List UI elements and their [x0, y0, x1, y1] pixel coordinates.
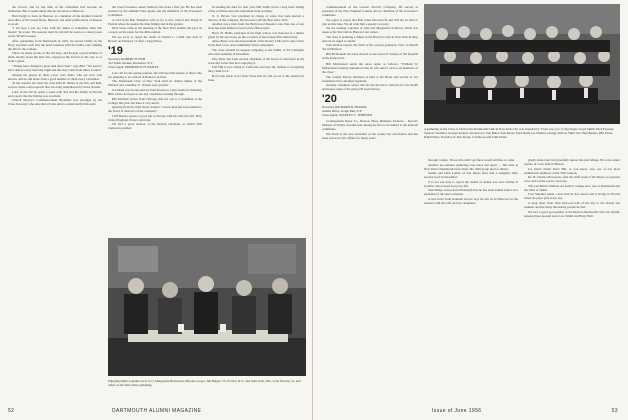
paragraph: A long letter from John McLeod tells of his trip to the Orient last summer and the many interesting people he met.	[524, 200, 620, 209]
left-page-number: 52	[8, 408, 15, 414]
paragraph: Dick Sears came to the meeting of the New York alumni and gave us a report on the plans for the 40th reunion.	[108, 26, 202, 35]
right-page	[314, 0, 628, 420]
left-page	[0, 0, 313, 420]
paragraph: We regret to report that Bob Jones has been ill and will not be able to join us this June. We all wish him a speedy recovery.	[322, 17, 418, 26]
group-photo	[424, 4, 620, 124]
paragraph: "I am sure I was too busy with my duties to remember what that meant," he wrote. The seasons went by and still he went on a dozen years as the Tavern's keeper.	[8, 26, 102, 39]
class-year: '19	[108, 44, 123, 57]
paragraph: Quoting from the Wall Street Journal: "A new man has been named to the board of directors of the company."	[108, 105, 202, 114]
right-column-1	[322, 5, 418, 405]
paragraph: Jeanne and Dick Larkin of San Diego have had a daughter, their second, born in December.	[424, 171, 518, 180]
paragraph: The Dartmouth Club of New York held its annual dinner at the Waldorf and a number of '19 men were present.	[108, 79, 202, 88]
paragraph: commencement of the Greater Electric Company. He served as president of the New England Council and as chairman of the Governor's committee.	[322, 5, 418, 17]
paragraph: In sending his dues for next year, Bill Smith wrote a long letter telling of his activities since his retirement from teaching.	[208, 5, 304, 13]
paragraph: Bob Lusk sends word from Texas that he will see us at the reunion in June.	[208, 73, 304, 82]
paragraph: Dr. H. Charles McGowan, after the sixth week of his illness, is reported to be well on the road to recovery.	[524, 175, 620, 184]
paragraph: Another classmate writes that he has moved to Arizona for his health and hopes some of the gang will look him up.	[322, 83, 418, 92]
right-column-3	[524, 158, 620, 406]
right-column-2	[424, 158, 518, 406]
paragraph: Sam Phelps writes from Pittsburgh that he has been named senior vice president of the steel company.	[424, 188, 518, 197]
paragraph: through college. Those who didn't get there would still like to come.	[428, 158, 516, 162]
paragraph: The weekly Rotary luncheon is held at the Hotel and several of our classmates have attended regularly.	[322, 74, 418, 83]
paragraph: Church Mowry's Commencement Breakfast was arranged by the Class Secretary who asks that all who plan to attend notify him early.	[8, 98, 102, 107]
paragraph: Another pre-reunion gathering took place last April — this time at New York's Dartmouth Club where the 1920 group met for dinner.	[424, 162, 518, 171]
paragraph: Earl Hill is now living in California and says the climate is everything they claim for it.	[208, 65, 304, 74]
class-1920-heading	[322, 94, 418, 117]
paragraph: We had a good turnout at the Boston luncheon, at which Don Cameron presided.	[108, 122, 202, 131]
left-folio-title: DARTMOUTH ALUMNI MAGAZINE	[112, 408, 202, 414]
class-secretary: Secretary, RICHARD H. FRASER	[322, 105, 367, 110]
class-agent: Class Agent, FREDERICK H. BAILEY	[108, 64, 159, 69]
paragraph: N. C. Bryan, vice president in charge of sales, has been elected a director of the company. He has been with the firm since 1925.	[208, 13, 304, 22]
paragraph: Later in the fall he spent a week with Ted and his family in Florida and reports that the fishing was excellent.	[8, 89, 102, 98]
paragraph: Harry H. Hollis, principal of the high school, was honored at a dinner given by his associates on the occasion of his twenty-fifth anniversary.	[208, 30, 304, 39]
class-1919-heading	[108, 46, 202, 69]
paragraph: Tom Denton reports the birth of his second grandson, born on March 3rd in Hartford.	[322, 43, 418, 52]
class-secretary: Secretary, ROBERT H. FISH	[108, 56, 146, 61]
paragraph: We are sorry to report the death of Charles L. Cahill who died in Boston on February 12 after a long illness.	[108, 34, 202, 43]
left-column-3	[208, 5, 304, 233]
paragraph: At the reunion last June the class held its dinner at the Inn, and Bud, as host, made a short speech that was long remembered by those present.	[8, 81, 102, 90]
paragraph: Joe Dunn says he has moved from Boston to a new home in Wellesley Hills where he hopes to see any classmates passing through.	[108, 87, 202, 96]
right-folio-title: Issue of June 1956	[432, 408, 482, 414]
paragraph: Bill McDonnell has been elected to the board of trustees of the hospital in his home town.	[322, 51, 418, 60]
left-column-1	[8, 5, 102, 405]
paragraph: Cliff Barnes reports a good trip to Europe with his wife last fall. They visited England, France and Italy.	[108, 113, 202, 122]
paragraph: Cosmopolitan Paper Co., Boston, Mass. Business Features – Special: Morgan of Trinity, Sweden was among the first to be named to the national committee.	[322, 119, 418, 132]
paragraph: The Larchmont children are both in college now, one at Dartmouth and the other at Smith.	[524, 183, 620, 192]
paragraph: Amos Boice was elected president of the Rotary Club and is also active in the Red Cross and Community Chest campaigns.	[208, 39, 304, 48]
paragraph: There are many stories of the old days, and he kept a good number of them, mostly about the men who stopped at the Tavern on the way to or from a game.	[8, 51, 102, 64]
right-page-number: 53	[611, 408, 618, 414]
paragraph: It is our sad duty to report the deaths of Arthur Lee and Charles P. Gardner who passed away last fall.	[424, 179, 518, 188]
paragraph: the Class Treasurer, Ansel Sanborn, has done a fine job. He has been assisted by the Alumni Fund agents and the members of the Executive Committee.	[108, 5, 202, 17]
class-year: '20	[322, 93, 337, 106]
paragraph: Bill McDonnell sends the news again as follows: "William W. McDonnell formerly announced that he will send a card to all members of the class."	[322, 61, 418, 74]
paragraph: After graduating from Dartmouth in 1919, he served briefly in the Navy and then went into the hotel business with his father, later running the inn for the College.	[8, 38, 102, 51]
paragraph: Fred Smolker sends a note that he has retired and is living in Florida where he plays golf every day.	[524, 192, 620, 201]
paragraph: Joe Dart's North Pole! Bill, as you know, was one of our most enthusiastic members at the 35th reunion.	[524, 166, 620, 175]
paragraph: The class extends its deepest sympathy to the family of Ed Gallagher who died suddenly in December.	[208, 47, 304, 56]
paragraph: Bud Sturgis is back in Hanover as a member of the Alumni Council and editor of the Green Book, Hanover and other publications of interest to us all.	[8, 13, 102, 26]
class-address: Adams Drive, Lodge Run, N.Y.	[322, 109, 363, 114]
paragraph: Jim Pettit is the new president of the county bar association and has been active in civic affairs for many years.	[322, 131, 418, 140]
paragraph: Last call for the spring reunion. We still need the names of those who are planning to be with us in Hanover in June.	[108, 70, 202, 79]
paragraph: We are sending a picture of John and Marguerite Pomeroy which was taken at the Ski Club in Hanover last winter.	[322, 26, 418, 35]
dinner-photo-caption: Enjoying dinner together are (l to r): Marguerite Brunswick, Brooks Cooper, Jim Burges '19 of Utica, N.Y., and John Scott, Mrs. Leon Stevens, Jr., and others at the mid-winter gathering.	[108, 379, 301, 387]
group-photo-caption: A gathering of the Class of 1920 at the Dartmouth Club in New York City was attended by: Front row (l to r): Sig Sigler, Lloyd Smith, Dick Pearson, Spencer Stoddard, George Sackett, Second row: Pop Baird, Ken Davis, Nord Nash, Let Willard, George Wilson, Third row: Ben Barnes, Phil Watts, Ralph Shaw, Fourth row: Roy Kreps, Carl Rowe and John Tuttle.	[424, 127, 615, 139]
paragraph: Among the guests in those years were many who are now well known, and he still hears from a good number of them every Christmas.	[8, 72, 102, 81]
paragraph: Pete Shaw has been elected chairman of the board of education in his town and writes that he is enjoying it.	[208, 56, 304, 65]
paragraph: We had a good get-together at the Boston Dartmouth Club last month. Among those present were Lew Smith and Harry Ball.	[524, 209, 620, 218]
class-agent: Class Agent, STANLEY C. JEPPESEN	[322, 113, 373, 118]
class-address: 312 North Avenue, Rochester, N.Y.	[108, 60, 153, 65]
paragraph: A card from Bob Hodgdon tells us he is now retired and living in Florida where he spends his time fishing and in the garden.	[108, 17, 202, 26]
paragraph: the Tavern, and by the time of his retirement had become an institution. But it seems likely that his devotion to Hanover...	[8, 5, 102, 13]
paragraph: A nice letter from Kenneth Glover says he will be in Hanover for the reunion with his wife and two daughters.	[424, 196, 518, 205]
paragraph: The class is planning a dinner at the Harvard Club in New York in May and all are urged to attend.	[322, 34, 418, 43]
paragraph: gladly attend and will gratefully spread the glad tidings. He is the senior partner of a law firm in Boston.	[524, 158, 620, 166]
paragraph: Bill Kimball writes from Chicago that his son is a freshman at the College this year and likes it very much.	[108, 96, 202, 105]
paragraph: "Things have changed a great deal since then," says Bud. "We used to have dances every Saturday night and the boys came from miles around."	[8, 63, 102, 72]
paragraph: Another news item from the Hollywood Reporter says that one of our class has been named to head a new film project.	[208, 22, 304, 31]
dinner-photo	[108, 238, 306, 376]
